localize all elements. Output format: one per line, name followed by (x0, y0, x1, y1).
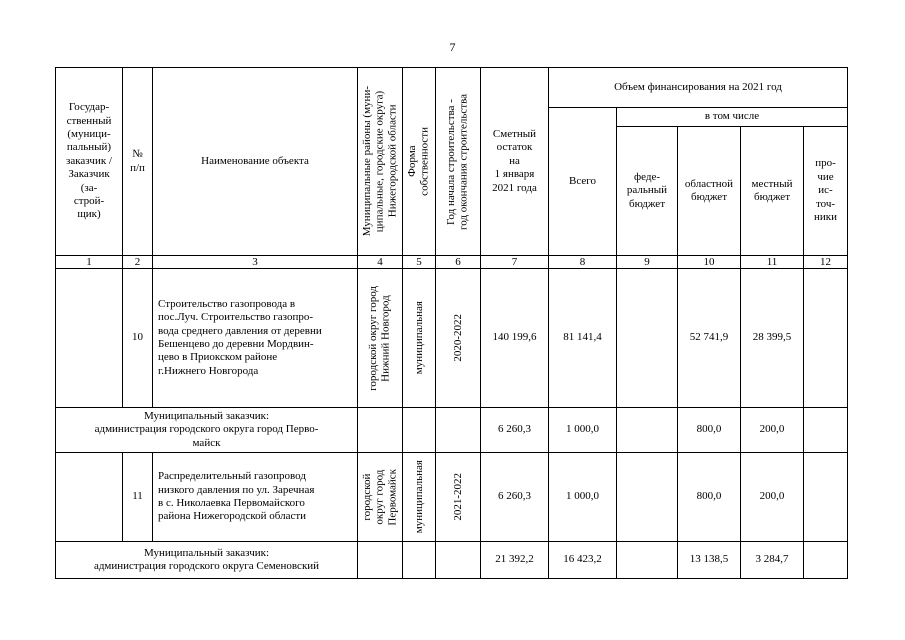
header-ownership-text: Форма собственности (406, 127, 431, 196)
empty-cell (403, 408, 436, 453)
other-value (804, 542, 848, 579)
column-number: 3 (153, 256, 358, 269)
federal-value (617, 408, 678, 453)
column-number: 2 (123, 256, 153, 269)
regional-value: 800,0 (678, 408, 741, 453)
total-value: 16 423,2 (549, 542, 617, 579)
empty-cell (436, 408, 481, 453)
regional-value: 13 138,5 (678, 542, 741, 579)
column-number: 10 (678, 256, 741, 269)
column-number-row (56, 256, 848, 269)
total-value: 1 000,0 (549, 453, 617, 542)
remaining-value: 21 392,2 (481, 542, 549, 579)
district-text: городской округ город Нижний Новгород (367, 285, 392, 391)
empty-cell (403, 542, 436, 579)
column-number: 11 (741, 256, 804, 269)
other-value (804, 453, 848, 542)
remaining-value: 6 260,3 (481, 453, 549, 542)
federal-value (617, 542, 678, 579)
local-value: 3 284,7 (741, 542, 804, 579)
local-value: 200,0 (741, 408, 804, 453)
header-district-text: Муниципальные районы (муни- ципальные, городские округа) Нижегородской области (361, 86, 399, 237)
total-value: 1 000,0 (549, 408, 617, 453)
district-text: городской округ город Первомайск (361, 468, 399, 526)
header-object-name: Наименование объекта (153, 68, 358, 256)
column-number: 9 (617, 256, 678, 269)
table-row-object-11 (56, 453, 848, 542)
years-text: 2021-2022 (451, 473, 464, 521)
district-cell (358, 453, 403, 542)
empty-cell (56, 453, 123, 542)
remaining-value: 6 260,3 (481, 408, 549, 453)
header-customer: Государ- ственный (муници- пальный) заказчик / Заказчик (за- строй- щик) (56, 68, 123, 256)
years-cell (436, 453, 481, 542)
header-including: в том числе (617, 108, 848, 127)
object-name: Распределительный газопровод низкого давления по ул. Заречная в с. Николаевка Первомайского района Нижегородской области (153, 453, 358, 542)
customer-label: Муниципальный заказчик: администрация городского округа город Перво- майск (56, 408, 358, 453)
empty-cell (358, 542, 403, 579)
header-local: местный бюджет (741, 127, 804, 256)
header-remaining: Сметный остаток на 1 января 2021 года (481, 68, 549, 256)
regional-value: 52 741,9 (678, 269, 741, 408)
table-row-customer-semenovsky (56, 542, 848, 579)
column-number: 1 (56, 256, 123, 269)
header-years-text: Год начала строительства - год окончания строительства (445, 93, 470, 230)
column-number: 7 (481, 256, 549, 269)
ownership-cell (403, 269, 436, 408)
regional-value: 800,0 (678, 453, 741, 542)
ownership-text: муниципальная (412, 301, 425, 375)
column-number: 5 (403, 256, 436, 269)
row-number: 11 (123, 453, 153, 542)
ownership-text: муниципальная (412, 460, 425, 534)
column-number: 8 (549, 256, 617, 269)
object-name: Строительство газопровода в пос.Луч. Строительство газопро- вода среднего давления от деревни Бешенцево до деревни Мордвин- цево в Приокском районе г.Нижнего Новгорода (153, 269, 358, 408)
table-row-object-10 (56, 269, 848, 408)
other-value (804, 269, 848, 408)
empty-cell (436, 542, 481, 579)
column-number: 4 (358, 256, 403, 269)
header-other: про- чие ис- точ- ники (804, 127, 848, 256)
table-row-customer-pervomaisk (56, 408, 848, 453)
federal-value (617, 453, 678, 542)
header-row-1 (56, 68, 848, 108)
header-number: № п/п (123, 68, 153, 256)
empty-cell (358, 408, 403, 453)
remaining-value: 140 199,6 (481, 269, 549, 408)
header-district (358, 68, 403, 256)
years-text: 2020-2022 (451, 314, 464, 362)
customer-label: Муниципальный заказчик: администрация городского округа Семеновский (56, 542, 358, 579)
column-number: 12 (804, 256, 848, 269)
column-number: 6 (436, 256, 481, 269)
local-value: 28 399,5 (741, 269, 804, 408)
years-cell (436, 269, 481, 408)
header-regional: областной бюджет (678, 127, 741, 256)
header-financing: Объем финансирования на 2021 год (549, 68, 848, 108)
header-ownership (403, 68, 436, 256)
header-years (436, 68, 481, 256)
page-number: 7 (449, 40, 456, 54)
total-value: 81 141,4 (549, 269, 617, 408)
empty-cell (56, 269, 123, 408)
row-number: 10 (123, 269, 153, 408)
local-value: 200,0 (741, 453, 804, 542)
header-total: Всего (549, 108, 617, 256)
financing-table (55, 67, 848, 579)
ownership-cell (403, 453, 436, 542)
district-cell (358, 269, 403, 408)
federal-value (617, 269, 678, 408)
other-value (804, 408, 848, 453)
header-federal: феде- ральный бюджет (617, 127, 678, 256)
